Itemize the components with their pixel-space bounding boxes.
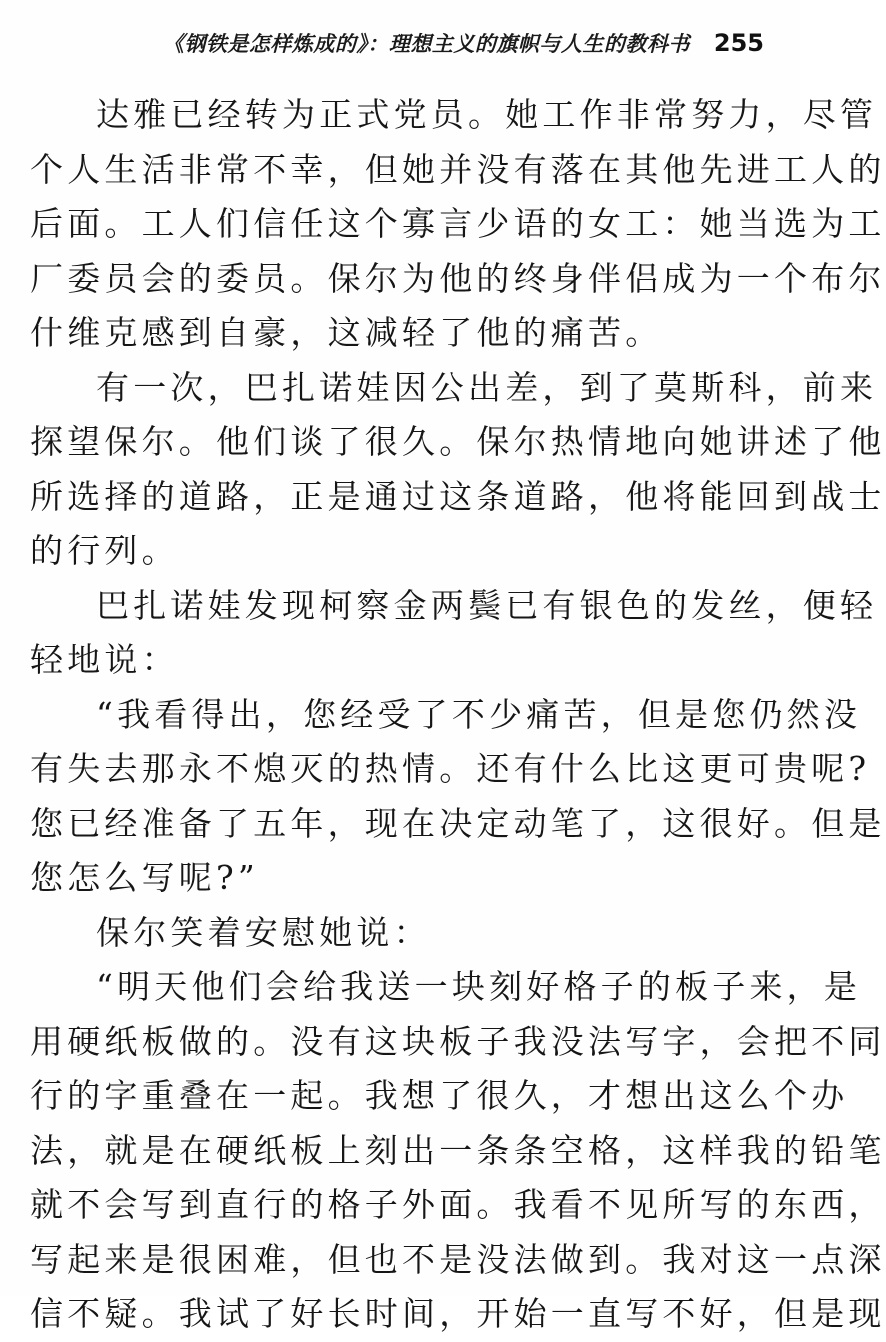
text-line: 就不会写到直行的格子外面。我看不见所写的东西，: [30, 1185, 886, 1224]
text-line: 您已经准备了五年，现在决定动笔了，这很好。但是: [30, 803, 886, 843]
page-number: 255: [713, 29, 764, 57]
text-line: 有一次，巴扎诺娃因公出差，到了莫斯科，前来: [96, 367, 878, 407]
text-line: 个人生活非常不幸，但她并没有落在其他先进工人的: [30, 149, 886, 189]
text-line: 探望保尔。他们谈了很久。保尔热情地向她讲述了他: [30, 422, 886, 461]
text-line: 有失去那永不熄灭的热情。还有什么比这更可贵呢?: [30, 749, 871, 788]
header-title: 《钢铁是怎样炼成的》：理想主义的旗帜与人生的教科书: [162, 32, 690, 56]
text-line: 法，就是在硬纸板上刻出一条条空格，这样我的铅笔: [30, 1130, 886, 1170]
text-line: 轻地说：: [30, 640, 179, 679]
text-line: 所选择的道路，正是通过这条道路，他将能回到战士: [30, 476, 886, 516]
text-line: 巴扎诺娃发现柯察金两鬓已有银色的发丝，便轻: [96, 585, 878, 625]
text-line: 写起来是很困难，但也不是没法做到。我对这一点深: [30, 1239, 886, 1279]
text-line: 保尔笑着安慰她说：: [96, 912, 431, 952]
text-line: 达雅已经转为正式党员。她工作非常努力，尽管: [96, 95, 878, 134]
text-line: 什维克感到自豪，这减轻了他的痛苦。: [30, 313, 663, 352]
text-line: 用硬纸板做的。没有这块板子我没法写字，会把不同: [30, 1021, 886, 1061]
body-text: [30, 88, 886, 1342]
text-line: 行的字重叠在一起。我想了很久，才想出这么个办: [30, 1076, 849, 1115]
text-line: “我看得出，您经受了不少痛苦，但是您仍然没: [96, 694, 862, 734]
text-line: 后面。工人们信任这个寡言少语的女工：她当选为工: [30, 204, 886, 243]
running-header: [100, 28, 764, 58]
text-line: 厂委员会的委员。保尔为他的终身伴侣成为一个布尔: [30, 258, 886, 298]
text-line: “明天他们会给我送一块刻好格子的板子来，是: [96, 967, 862, 1006]
text-line: 您怎么写呢?”: [30, 858, 259, 897]
text-line: 信不疑。我试了好长时间，开始一直写不好，但是现: [30, 1294, 886, 1333]
text-line: 的行列。: [30, 531, 179, 570]
